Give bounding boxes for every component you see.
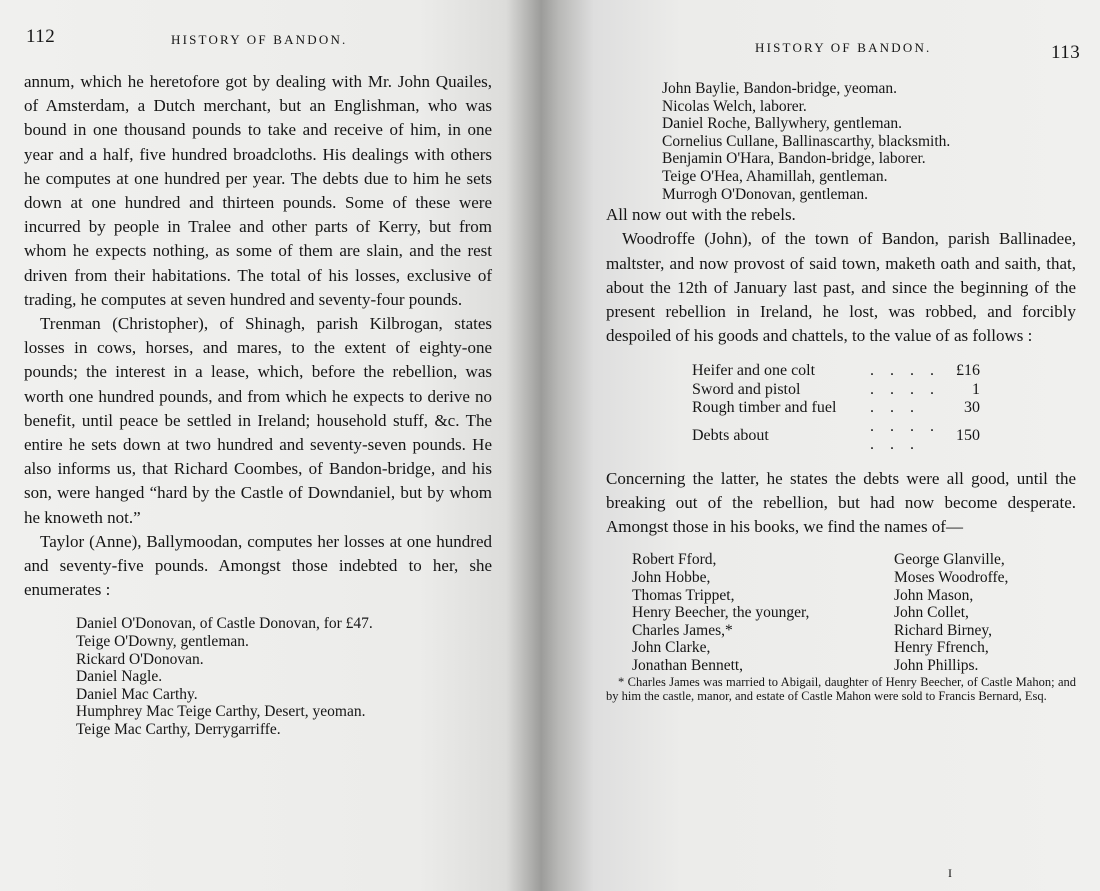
list-item: Daniel O'Donovan, of Castle Donovan, for £47.: [76, 615, 373, 633]
list-item: John Baylie, Bandon-bridge, yeoman.: [662, 80, 898, 97]
loss-item: Debts about: [692, 427, 769, 445]
paragraph: Trenman (Christopher), of Shinagh, parish Kilbrogan, states losses in cows, horses, and mares, to the extent of eighty-one pounds; the interest in a lease, which, before the rebellion, was worth one hundred pounds, and from which he expects to derive no benefit, until peace be settled in Ireland; household stuff, &c. The entire he sets down at two hundred and seventy-seven pounds. He also informs us, that Richard Coombes, of Bandon-bridge, and his son, were hanged “hard by the Castle of Downdaniel, but by whom he knoweth not.”: [24, 314, 492, 527]
loss-item: Rough timber and fuel: [692, 399, 837, 417]
loss-item: Heifer and one colt: [692, 362, 816, 380]
list-item: John Hobbe,: [632, 569, 711, 587]
list-item: Daniel Nagle.: [76, 668, 163, 686]
debtor-list-continued: [662, 80, 1076, 203]
left-page-body: [24, 70, 492, 739]
list-item: John Phillips.: [894, 657, 979, 675]
list-item: Rickard O'Donovan.: [76, 650, 204, 668]
leader-dots: . . .: [870, 399, 920, 417]
list-item: Moses Woodroffe,: [894, 569, 1009, 587]
losses-table: [692, 362, 980, 455]
list-item: Daniel Roche, Ballywhery, gentleman.: [662, 115, 903, 133]
paragraph: Taylor (Anne), Ballymoodan, computes her losses at one hundred and seventy-five pounds. Amongst those indebted to her, she enumerates :: [24, 531, 492, 600]
list-item: George Glanville,: [894, 551, 1005, 569]
names-columns: [632, 551, 1076, 674]
table-row: [692, 381, 980, 400]
names-column-right: [894, 551, 1064, 674]
list-item: Henry Beecher, the younger,: [632, 604, 810, 622]
list-item: Teige Mac Carthy, Derrygarriffe.: [76, 721, 281, 739]
list-item: Thomas Trippet,: [632, 586, 735, 604]
names-column-left: [632, 551, 894, 674]
list-item: Teige O'Downy, gentleman.: [76, 633, 249, 651]
list-item: Cornelius Cullane, Ballinascarthy, blacksmith.: [662, 132, 951, 150]
loss-item: Sword and pistol: [692, 380, 801, 398]
paragraph: Concerning the latter, he states the debts were all good, until the breaking out of the rebellion, but had now become desperate. Amongst those in his books, we find the names of—: [606, 468, 1076, 537]
list-item: Richard Birney,: [894, 621, 992, 639]
list-item: John Clarke,: [632, 639, 711, 657]
debtor-list: [76, 615, 492, 738]
table-row: [692, 418, 980, 455]
list-item: Teige O'Hea, Ahamillah, gentleman.: [662, 167, 888, 185]
list-item: Jonathan Bennett,: [632, 657, 744, 675]
leader-dots: . . . .: [870, 380, 940, 398]
right-page: [550, 0, 1100, 891]
list-item: Daniel Mac Carthy.: [76, 685, 198, 703]
loss-amount: 1: [972, 380, 980, 398]
list-item: John Collet,: [894, 604, 969, 622]
leader-dots: . . . .: [870, 362, 940, 380]
leader-dots: . . . . . . .: [870, 417, 940, 454]
paragraph: annum, which he heretofore got by dealing with Mr. John Quailes, of Amsterdam, a Dutch merchant, but an Englishman, who was bound in one thousand pounds to take and receive of him, in one year and a half, five hundred broadcloths. His dealings with others he computes at one hundred per year. The debts due to him he sets down at one hundred and thirteen pounds. Some of these were incurred by people in Tralee and other parts of Kerry, but from whom he expects nothing, as some of them are slain, and the rest driven from their habitations. The total of his losses, exclusive of trading, he computes at seven hundred and seventy-four pounds.: [24, 72, 492, 309]
loss-amount: 30: [964, 399, 980, 417]
list-item: Charles James,*: [632, 621, 733, 639]
list-item: Murrogh O'Donovan, gentleman.: [662, 185, 868, 203]
loss-amount: 150: [956, 427, 980, 445]
table-row: [692, 399, 980, 418]
signature-mark: I: [948, 866, 952, 880]
table-row: [692, 362, 980, 381]
list-item: Benjamin O'Hara, Bandon-bridge, laborer.: [662, 150, 926, 168]
list-item: Henry Ffrench,: [894, 639, 989, 657]
page-number-right: 113: [1051, 42, 1081, 63]
running-head-left: HISTORY OF BANDON.: [171, 32, 348, 47]
paragraph: All now out with the rebels.: [606, 205, 796, 225]
page-number-left: 112: [26, 26, 56, 47]
list-item: Humphrey Mac Teige Carthy, Desert, yeoman.: [76, 703, 366, 721]
list-item: John Mason,: [894, 586, 974, 604]
footnote: * Charles James was married to Abigail, daughter of Henry Beecher, of Castle Mahon; and by him the castle, manor, and estate of Castle Mahon were sold to Francis Bernard, Esq.: [606, 674, 1076, 704]
list-item: Robert Fford,: [632, 551, 717, 569]
paragraph: Woodroffe (John), of the town of Bandon, parish Ballinadee, maltster, and now provost of said town, maketh oath and saith, that, about the 12th of January last past, and since the beginning of the present rebellion in Ireland, he lost, was robbed, and forcibly despoiled of his goods and chattels, to the value of as follows :: [606, 229, 1076, 346]
list-item: Nicolas Welch, laborer.: [662, 97, 807, 115]
loss-amount: £16: [956, 362, 980, 380]
right-page-body: [606, 80, 1076, 704]
running-head-right: HISTORY OF BANDON.: [755, 40, 932, 55]
